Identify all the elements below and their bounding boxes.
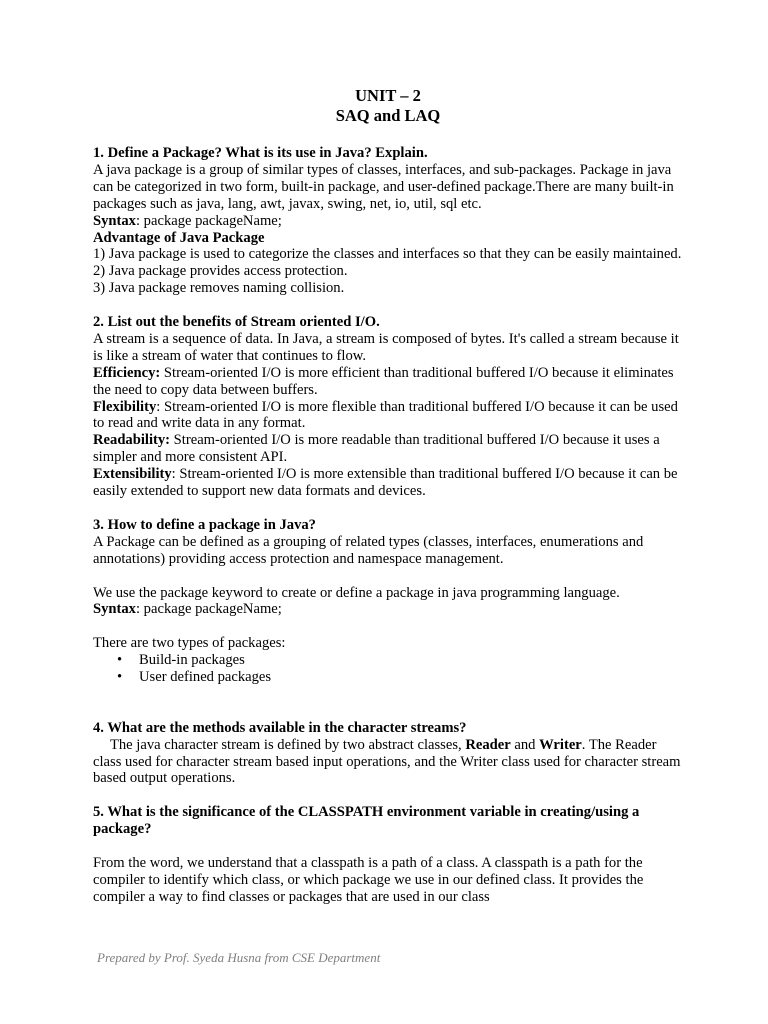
package-types-intro: There are two types of packages: xyxy=(93,635,286,652)
question-5-heading: 5. What is the significance of the CLASSPATH environment variable in creating/using a package? xyxy=(93,804,640,838)
extensibility-text: : Stream-oriented I/O is more extensible than traditional buffered I/O because it can be easily extended to support new data formats and devices. xyxy=(93,466,678,500)
question-3-paragraph-1: A Package can be defined as a grouping of related types (classes, interfaces, enumerations and annotations) providing access protection and namespace management. xyxy=(93,533,644,567)
question-4-text-b: . The Reader class used for character stream based input operations, and the Writer class used for character stream based output operations. xyxy=(93,736,681,787)
question-3 xyxy=(93,517,683,686)
package-types-list xyxy=(93,652,683,686)
readability-label: Readability: xyxy=(93,432,171,449)
writer-class-name: Writer xyxy=(539,736,582,753)
question-1-paragraph: A java package is a group of similar types of classes, interfaces, and sub-packages. Package in java can be categorized in two form, built-in package, and user-defined package.There are many built-in packages such as java, lang, awt, javax, swing, net, io, util, sql etc. xyxy=(93,161,674,212)
question-4 xyxy=(93,720,683,788)
syntax-label: Syntax xyxy=(93,212,136,229)
extensibility-label: Extensibility xyxy=(93,466,172,483)
reader-class-name: Reader xyxy=(465,736,511,753)
question-3-syntax xyxy=(93,601,683,618)
document-title xyxy=(93,86,683,125)
list-item xyxy=(93,669,683,686)
syntax-text: : package packageName; xyxy=(135,212,282,229)
syntax-label: Syntax xyxy=(93,601,136,618)
list-item xyxy=(93,652,683,669)
question-4-heading: 4. What are the methods available in the character streams? xyxy=(93,719,467,736)
question-2-paragraph: A stream is a sequence of data. In Java, a stream is composed of bytes. It's called a stream because it is like a stream of water that continues to flow. xyxy=(93,330,679,364)
bullet-icon: • xyxy=(117,652,123,669)
flexibility-point xyxy=(93,399,683,433)
question-5 xyxy=(93,804,683,905)
extensibility-point xyxy=(93,466,683,500)
efficiency-point xyxy=(93,365,683,399)
question-1-syntax xyxy=(93,213,683,230)
advantage-item-2: 2) Java package provides access protection. xyxy=(93,263,348,280)
list-item-text: Build-in packages xyxy=(139,652,245,669)
conjunction-and: and xyxy=(510,736,540,753)
question-4-text-a: The java character stream is defined by two abstract classes, xyxy=(109,736,466,753)
question-2-heading: 2. List out the benefits of Stream oriented I/O. xyxy=(93,314,380,331)
question-4-paragraph xyxy=(93,737,683,788)
question-3-heading: 3. How to define a package in Java? xyxy=(93,516,316,533)
question-3-paragraph-2: We use the package keyword to create or define a package in java programming language. xyxy=(93,584,620,601)
page-footer: Prepared by Prof. Syeda Husna from CSE Department xyxy=(97,950,381,965)
question-1-heading: 1. Define a Package? What is its use in Java? Explain. xyxy=(93,145,428,161)
unit-title: UNIT – 2 xyxy=(355,86,421,105)
advantage-item-1: 1) Java package is used to categorize the classes and interfaces so that they can be easily maintained. xyxy=(93,246,682,263)
advantage-heading: Advantage of Java Package xyxy=(93,229,265,246)
efficiency-label: Efficiency: xyxy=(93,364,161,381)
question-5-paragraph: From the word, we understand that a classpath is a path of a class. A classpath is a path for the compiler to identify which class, or which package we use in our defined class. It provides the compiler a way to find classes or packages that are used in our class xyxy=(93,854,644,905)
efficiency-text: Stream-oriented I/O is more efficient than traditional buffered I/O because it eliminates the need to copy data between buffers. xyxy=(93,364,674,398)
document-page xyxy=(93,86,683,906)
flexibility-text: : Stream-oriented I/O is more flexible than traditional buffered I/O because it can be used to read and write data in any format. xyxy=(93,398,678,432)
readability-text: Stream-oriented I/O is more readable than traditional buffered I/O because it uses a simpler and more consistent API. xyxy=(93,432,660,466)
question-1 xyxy=(93,145,683,297)
advantage-item-3: 3) Java package removes naming collision. xyxy=(93,280,345,297)
readability-point xyxy=(93,432,683,466)
flexibility-label: Flexibility xyxy=(93,398,157,415)
unit-subtitle: SAQ and LAQ xyxy=(335,105,441,125)
syntax-text: : package packageName; xyxy=(135,601,282,618)
list-item-text: User defined packages xyxy=(139,669,272,686)
bullet-icon: • xyxy=(117,669,123,686)
question-2 xyxy=(93,314,683,500)
